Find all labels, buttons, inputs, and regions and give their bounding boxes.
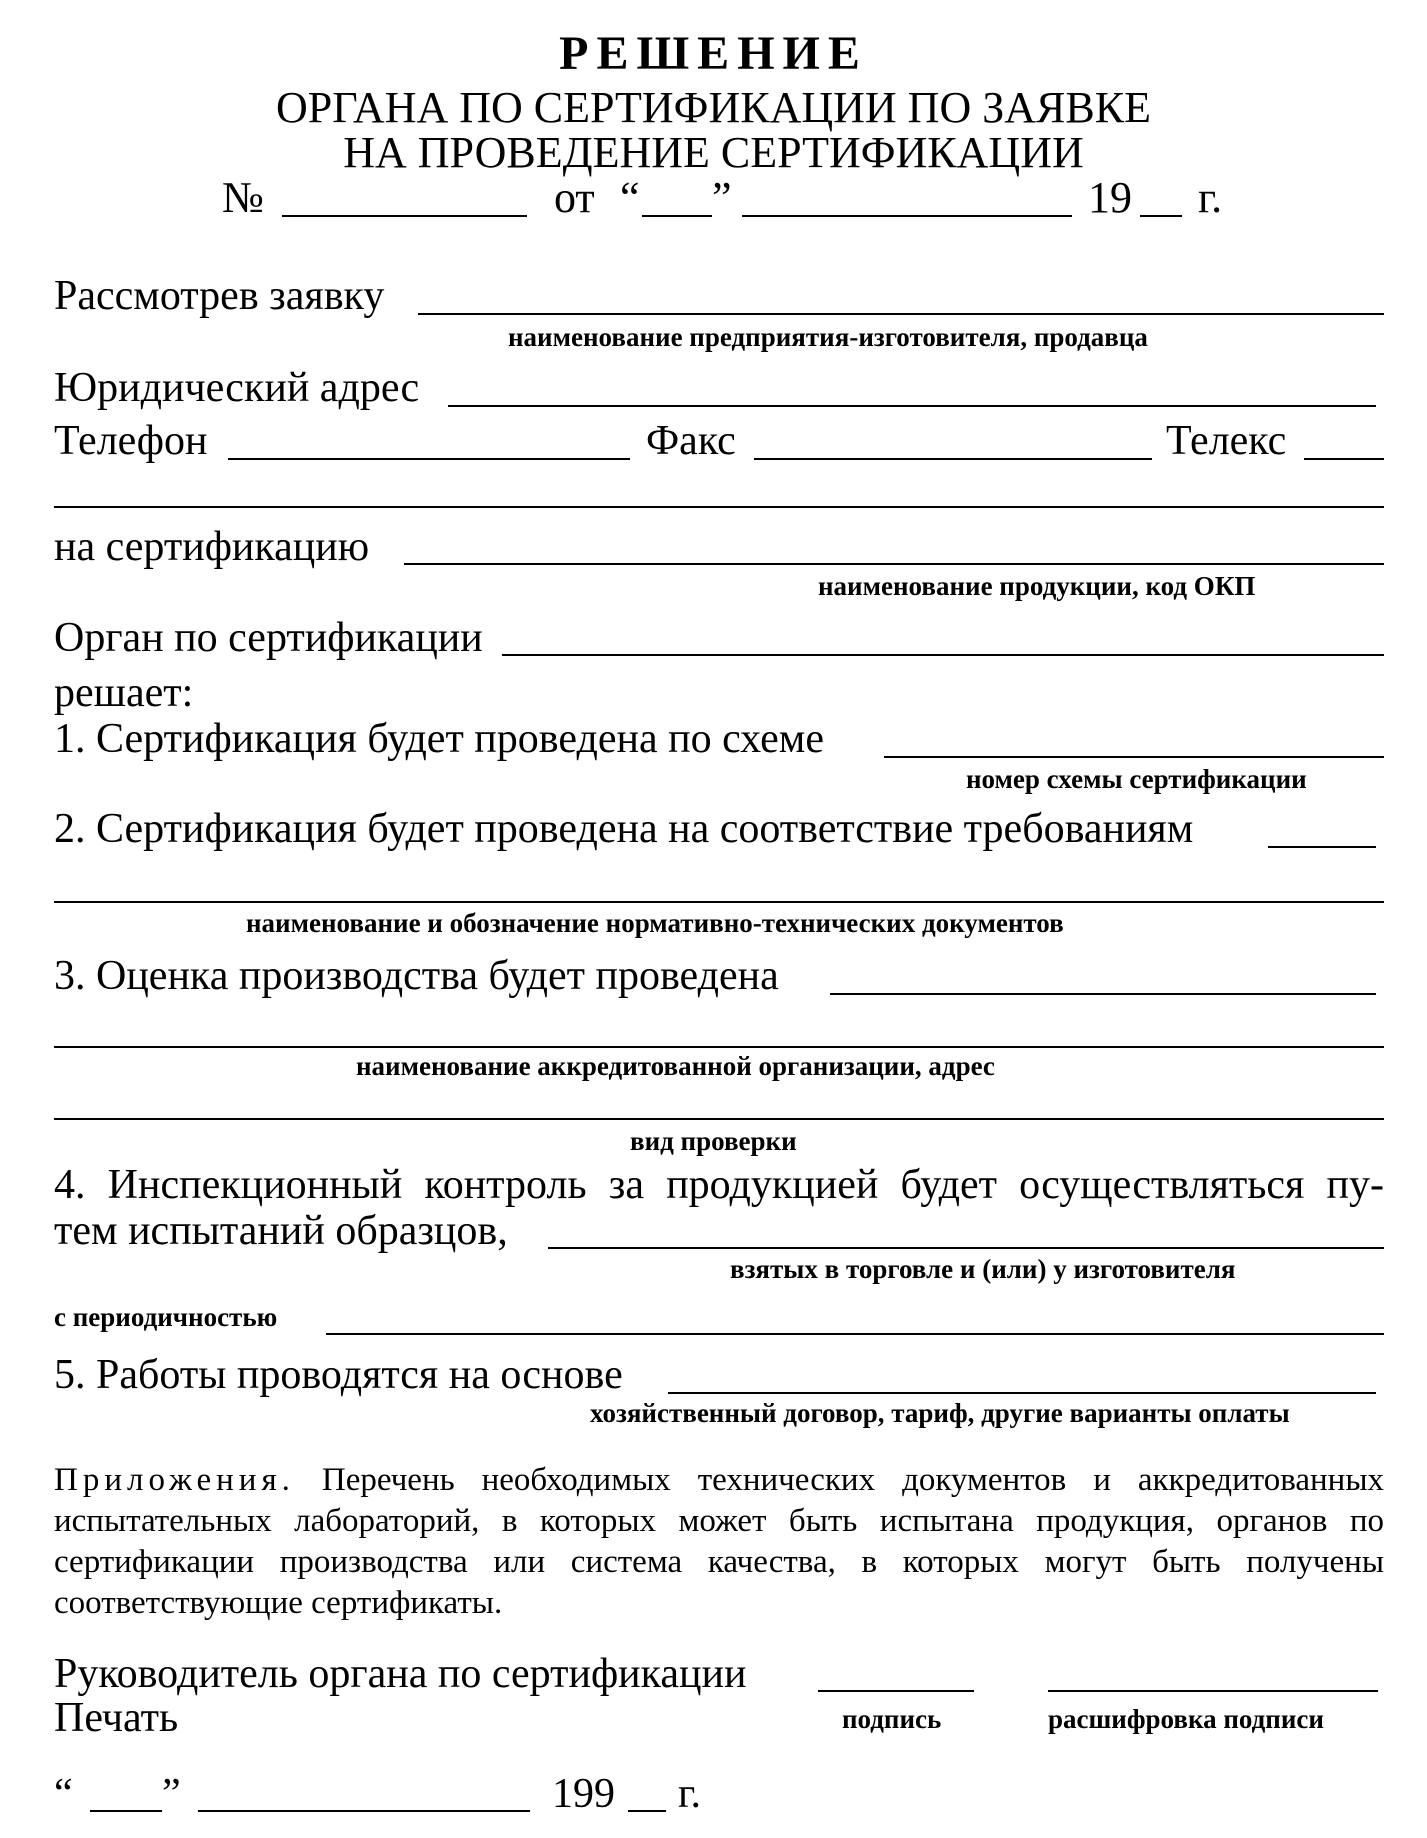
periodicity-label: с периодичностью	[54, 1302, 278, 1332]
item3-caption-organization: наименование аккредитованной организации, адрес	[356, 1051, 995, 1081]
sign-date-day-field[interactable]	[90, 1810, 162, 1812]
item1-label: 1. Сертификация будет проведена по схеме	[54, 716, 824, 762]
certification-label: на сертификацию	[54, 524, 370, 570]
date-close-quote: ”	[712, 173, 732, 222]
legal-address-field[interactable]	[448, 405, 1376, 407]
appendix-text: Перечень необходимых технических документов и аккредитованных испытательных лабораторий, в которых может быть испытана продукция, органов по сертификации производства или система качества, в которых могут быть получены соответствующие сертификаты.	[54, 1462, 1384, 1621]
payment-basis-field[interactable]	[668, 1392, 1376, 1394]
telex-label: Телекс	[1166, 418, 1287, 464]
inspection-type-field[interactable]	[54, 1118, 1384, 1120]
date-open-quote: “	[620, 173, 640, 222]
telex-field[interactable]	[1304, 458, 1384, 460]
periodicity-field[interactable]	[326, 1333, 1384, 1335]
head-label: Руководитель органа по сертификации	[54, 1651, 747, 1697]
signature-caption: подпись	[842, 1704, 942, 1734]
item5-label: 5. Работы проводятся на основе	[54, 1352, 623, 1398]
applicant-extra-line[interactable]	[54, 506, 1384, 508]
signature-field[interactable]	[818, 1690, 974, 1692]
decision-number-field[interactable]	[282, 215, 527, 217]
decides-label: решает:	[54, 670, 194, 716]
title-line-2: ОРГАНА ПО СЕРТИФИКАЦИИ ПО ЗАЯВКЕ	[276, 83, 1151, 132]
item3-label: 3. Оценка производства будет проведена	[54, 953, 779, 999]
date-year-prefix: 19	[1088, 173, 1132, 222]
item2-label: 2. Сертификация будет проведена на соответствие требованиям	[54, 806, 1194, 852]
item4-caption: взятых в торговле и (или) у изготовителя	[730, 1254, 1236, 1284]
application-label: Рассмотрев заявку	[54, 273, 385, 319]
production-assessment-field[interactable]	[830, 993, 1376, 995]
document-title: РЕШЕНИЕ	[559, 27, 868, 80]
sign-date-close-quote: ”	[162, 1771, 181, 1817]
title-line-3: НА ПРОВЕДЕНИЕ СЕРТИФИКАЦИИ	[343, 128, 1084, 177]
item5-caption: хозяйственный договор, тариф, другие варианты оплаты	[590, 1398, 1290, 1428]
fax-field[interactable]	[754, 458, 1152, 460]
sign-date-month-field[interactable]	[198, 1810, 530, 1812]
fax-label: Факс	[646, 418, 736, 464]
certification-body-label: Орган по сертификации	[54, 615, 483, 661]
item4-line1: 4. Инспекционный контроль за продукцией будет осуществляться пу-	[54, 1162, 1384, 1208]
signature-decode-caption: расшифровка подписи	[1048, 1704, 1324, 1734]
phone-label: Телефон	[54, 418, 208, 464]
sign-date-open-quote: “	[54, 1771, 73, 1817]
date-year-suffix: г.	[1198, 173, 1223, 222]
certification-body-field[interactable]	[502, 654, 1384, 656]
requirements-continuation-field[interactable]	[54, 901, 1384, 903]
item1-caption: номер схемы сертификации	[966, 764, 1307, 794]
item3-caption-inspection: вид проверки	[630, 1126, 797, 1156]
appendix-paragraph	[54, 1460, 1384, 1624]
phone-field[interactable]	[228, 458, 630, 460]
requirements-field[interactable]	[1268, 846, 1376, 848]
stamp-label: Печать	[54, 1695, 179, 1741]
accredited-organization-field[interactable]	[54, 1046, 1384, 1048]
applicant-caption: наименование предприятия-изготовителя, продавца	[508, 322, 1148, 352]
product-name-field[interactable]	[404, 563, 1384, 565]
scheme-number-field[interactable]	[884, 756, 1384, 758]
item2-caption: наименование и обозначение нормативно-технических документов	[246, 908, 1064, 938]
sign-date-year-suffix: г.	[678, 1771, 701, 1817]
sign-date-year-prefix: 199	[552, 1771, 615, 1817]
product-caption: наименование продукции, код ОКП	[818, 571, 1256, 601]
sign-date-year-field[interactable]	[628, 1810, 666, 1812]
signature-decode-field[interactable]	[1048, 1690, 1378, 1692]
legal-address-label: Юридический адрес	[54, 365, 420, 411]
date-day-field[interactable]	[642, 215, 712, 217]
date-year-field[interactable]	[1140, 215, 1182, 217]
number-sign: №	[222, 173, 264, 222]
appendix-label: Приложения.	[54, 1462, 295, 1498]
applicant-name-field[interactable]	[418, 313, 1384, 315]
date-from-label: от	[554, 173, 595, 222]
date-month-field[interactable]	[742, 215, 1072, 217]
item4-line2: тем испытаний образцов,	[54, 1208, 508, 1254]
samples-source-field[interactable]	[548, 1247, 1384, 1249]
